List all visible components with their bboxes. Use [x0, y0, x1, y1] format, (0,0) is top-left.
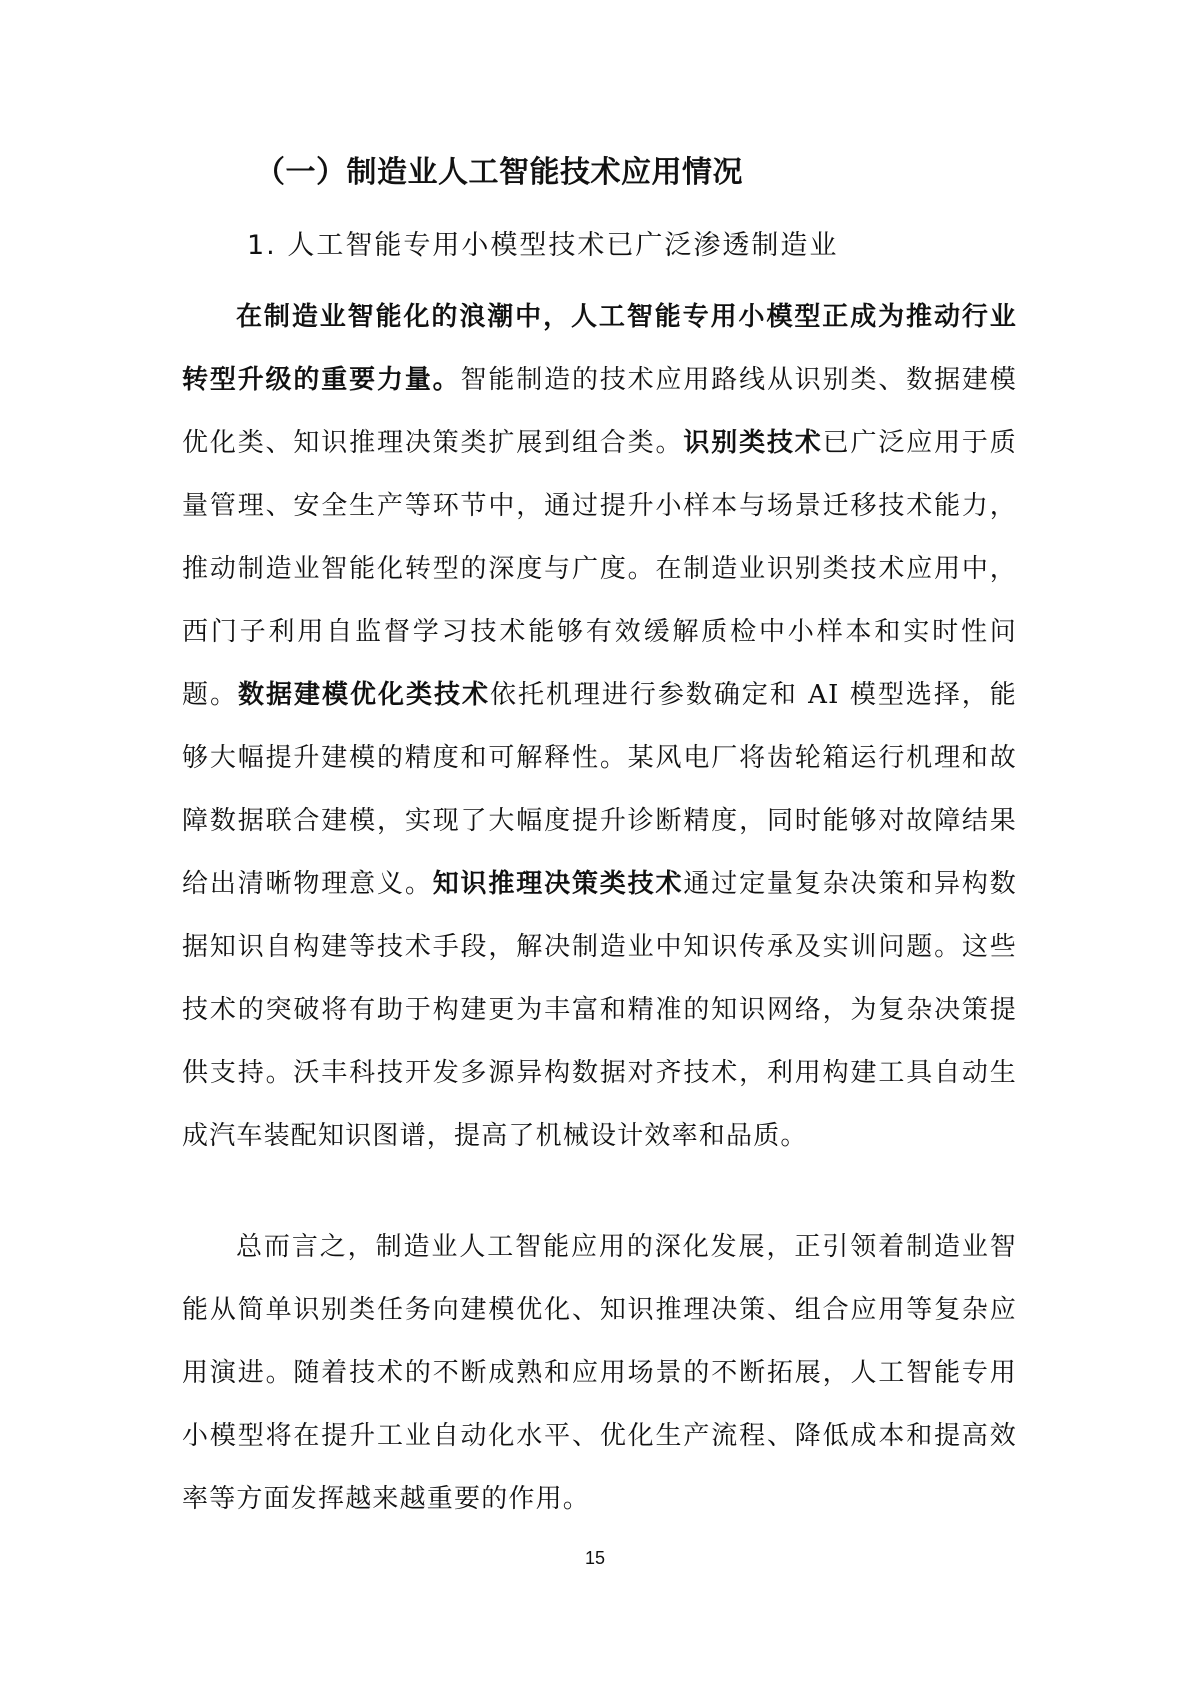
term-data-modeling-tech: 数据建模优化类技术: [238, 680, 490, 710]
paragraph-text-modeling: 依托机理进行参数确定和 AI 模型选择，能够大幅提升建模的精度和可解释性。某风电厂将齿轮箱运行机理和故障数据联合建模，实现了大幅度提升诊断精度，同时能够对故障结果给出清晰物理意义。: [182, 680, 1018, 899]
term-knowledge-reasoning-tech: 知识推理决策类技术: [432, 869, 684, 899]
paragraph-text-recognition: 已广泛应用于质量管理、安全生产等环节中，通过提升小样本与场景迁移技术能力，推动制造业智能化转型的深度与广度。在制造业识别类技术应用中，西门子利用自监督学习技术能够有效缓解质检中小样本和实时性问题。: [182, 428, 1017, 710]
lead-sentence-bold: 在制造业智能化的浪潮中，人工智能专用小模型正成为推动行业转型升级的重要力量。: [182, 302, 1017, 395]
subheading: 1. 人工智能专用小模型技术已广泛渗透制造业: [247, 230, 839, 261]
term-recognition-tech: 识别类技术: [683, 428, 823, 458]
paragraph-applications: [182, 286, 1017, 1168]
page-number: 15: [584, 1548, 606, 1568]
paragraph-summary: 总而言之，制造业人工智能应用的深化发展，正引领着制造业智能从简单识别类任务向建模优化、知识推理决策、组合应用等复杂应用演进。随着技术的不断成熟和应用场景的不断拓展，人工智能专用小模型将在提升工业自动化水平、优化生产流程、降低成本和提高效率等方面发挥越来越重要的作用。: [182, 1232, 1017, 1514]
paragraph-text-reasoning: 通过定量复杂决策和异构数据知识自构建等技术手段，解决制造业中知识传承及实训问题。这些技术的突破将有助于构建更为丰富和精准的知识网络，为复杂决策提供支持。沃丰科技开发多源异构数据对齐技术，利用构建工具自动生成汽车装配知识图谱，提高了机械设计效率和品质。: [182, 869, 1017, 1151]
section-heading: （一）制造业人工智能技术应用情况: [255, 155, 743, 190]
paragraph-text-routes: 智能制造的技术应用路线从识别类、数据建模优化类、知识推理决策类扩展到组合类。: [182, 365, 1017, 458]
